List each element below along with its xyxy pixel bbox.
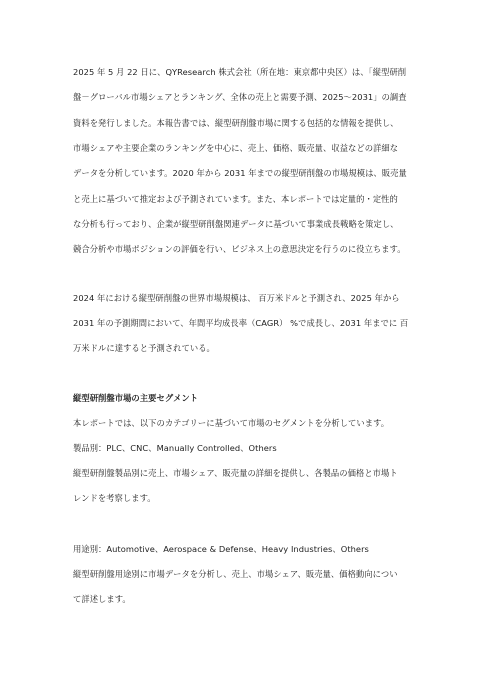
intro-line: 2025 年 5 月 22 日に、QYResearch 株式会社（所在地：東京都中央区）は、「縦型研削	[73, 67, 407, 77]
application-segment-desc: 縦型研削盤用途別に市場データを分析し、売上、市場シェア、販売量、価格動向につい	[73, 569, 398, 579]
intro-line: 市場シェアや主要企業のランキングを中心に、売上、価格、販売量、収益などの詳細な	[73, 143, 399, 153]
intro-line: 盤－グローバル市場シェアとランキング、全体の売上と需要予測、2025～2031」の調査	[73, 92, 407, 102]
intro-line: データを分析しています。2020 年から 2031 年までの縦型研削盤の市場規模は、販売量	[73, 168, 407, 178]
market-size-line: 2024 年における縦型研削盤の世界市場規模は、 百万米ドルと予測され、2025 年から	[73, 293, 400, 303]
section-intro: 本レポートでは、以下のカテゴリーに基づいて市場のセグメントを分析しています。	[73, 418, 390, 428]
intro-line: 資料を発行しました。本報告書では、縦型研削盤市場に関する包括的な情報を提供し、	[73, 118, 399, 128]
product-segment-desc: 縦型研削盤製品別に売上、市場シェア、販売量の詳細を提供し、各製品の価格と市場ト	[73, 468, 398, 478]
application-segment-desc: て詳述します。	[73, 594, 131, 604]
market-size-line: 万米ドルに達すると予測されている。	[73, 343, 215, 353]
product-segment-label: 製品別：PLC、CNC、Manually Controlled、Others	[73, 443, 277, 453]
intro-line: と売上に基づいて推定および予測されています。また、本レポートでは定量的・定性的	[73, 194, 398, 204]
application-segment-label: 用途別：Automotive、Aerospace & Defense、Heavy Industries、Others	[73, 544, 369, 554]
intro-line: な分析も行っており、企業が縦型研削盤関連データに基づいて事業成長戦略を策定し、	[73, 219, 399, 229]
section-heading: 縦型研削盤市場の主要セグメント	[73, 393, 199, 403]
intro-line: 競合分析や市場ポジションの評価を行い、ビジネス上の意思決定を行うのに役立ちます。	[73, 244, 406, 254]
product-segment-desc: レンドを考察します。	[73, 493, 156, 503]
market-size-line: 2031 年の予測期間において、年間平均成長率（CAGR） %で成長し、2031 年までに 百	[73, 318, 409, 328]
